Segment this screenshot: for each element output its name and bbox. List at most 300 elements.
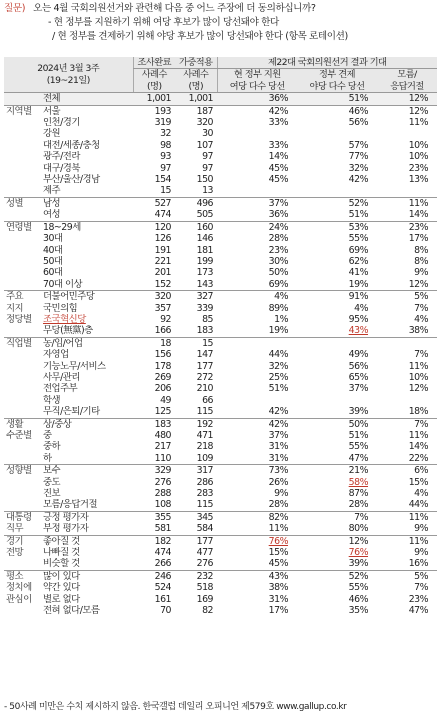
group-label xyxy=(4,140,41,151)
segment-label: 진보 xyxy=(43,488,61,500)
weighted-count: 150 xyxy=(196,174,214,186)
check-pct: 57% xyxy=(348,139,369,151)
col1-header: 현 정부 지원 여당 다수 당선 xyxy=(217,69,297,93)
sample-count: 266 xyxy=(154,558,172,570)
table-row xyxy=(4,140,437,151)
group-title-header: 제22대 국회의원선거 결과 기대 xyxy=(217,57,437,69)
sample-count: 70 xyxy=(160,605,172,617)
check-pct: 56% xyxy=(348,360,369,372)
segment-label: 약간 있다 xyxy=(43,582,80,594)
sample-count: 474 xyxy=(154,547,172,559)
unknown-pct: 10% xyxy=(408,139,429,151)
table-row xyxy=(4,197,437,209)
sample-count: 581 xyxy=(154,523,172,535)
unknown-pct: 15% xyxy=(408,476,429,488)
group-label xyxy=(4,383,41,394)
table-row xyxy=(4,303,437,314)
unknown-pct: 12% xyxy=(377,105,437,117)
unknown-pct: 12% xyxy=(408,383,429,395)
check-pct: 46% xyxy=(297,105,377,117)
unknown-pct: 4% xyxy=(414,313,429,325)
sample-count: 357 xyxy=(154,302,172,314)
support-pct: 17% xyxy=(268,605,289,617)
support-pct: 42% xyxy=(217,105,297,117)
segment-label: 중하 xyxy=(43,441,61,453)
sample-count: 217 xyxy=(154,441,172,453)
unknown-pct xyxy=(377,395,437,406)
group-label xyxy=(4,279,41,291)
support-pct: 33% xyxy=(268,117,289,129)
unknown-pct: 7% xyxy=(377,418,437,430)
segment-label: 하 xyxy=(43,452,52,464)
unknown-pct: 12% xyxy=(408,278,429,290)
table-row xyxy=(4,406,437,418)
table-row xyxy=(4,291,437,303)
segment-label: 상/중상 xyxy=(41,418,133,430)
unknown-pct: 9% xyxy=(414,523,429,535)
sample-count: 15 xyxy=(160,185,172,197)
unknown-pct: 44% xyxy=(408,499,429,511)
sample-count: 191 xyxy=(154,244,172,256)
weighted-count: 199 xyxy=(196,255,214,267)
segment-label: 광주/전라 xyxy=(43,151,80,163)
segment-label: 별로 없다 xyxy=(43,593,80,605)
group-label xyxy=(4,605,41,616)
weighted-count: 85 xyxy=(202,313,214,325)
support-pct xyxy=(217,337,297,349)
table-row xyxy=(4,570,437,582)
table-row xyxy=(4,256,437,267)
check-pct: 7% xyxy=(297,511,377,523)
weighted-count: 345 xyxy=(175,511,217,523)
unknown-pct: 38% xyxy=(408,325,429,337)
weighted-count: 97 xyxy=(202,162,214,174)
check-pct: 4% xyxy=(354,302,369,314)
group-label: 정당별 xyxy=(6,313,32,325)
check-pct: 43% xyxy=(348,325,369,337)
check-pct: 53% xyxy=(297,221,377,233)
weighted-count: 183 xyxy=(196,325,214,337)
segment-label: 대구/경북 xyxy=(43,162,80,174)
unknown-pct: 11% xyxy=(377,197,437,209)
table-row xyxy=(4,128,437,139)
sample-count: 92 xyxy=(160,313,172,325)
question-text: 오는 4월 국회의원선거와 관련해 다음 중 어느 주장에 더 동의하십니까? xyxy=(33,3,316,14)
support-pct: 45% xyxy=(268,558,289,570)
group-label xyxy=(4,325,41,337)
sample-count: 201 xyxy=(154,267,172,279)
support-pct: 31% xyxy=(268,593,289,605)
check-pct: 77% xyxy=(348,151,369,163)
unknown-pct: 47% xyxy=(408,605,429,617)
support-pct: 1% xyxy=(274,313,289,325)
table-row xyxy=(4,221,437,233)
question-option-2: / 현 정부를 견제하기 위해 야당 후보가 많이 당선돼야 한다 (항목 로테이션) xyxy=(52,31,348,42)
table-row xyxy=(4,314,437,325)
group-label xyxy=(4,163,41,174)
check-pct: 55% xyxy=(348,441,369,453)
group-label xyxy=(4,245,41,256)
weighted-count: 143 xyxy=(196,278,214,290)
unknown-pct: 7% xyxy=(414,582,429,594)
check-pct: 55% xyxy=(348,582,369,594)
sample-count: 110 xyxy=(154,452,172,464)
group-label xyxy=(4,93,41,105)
segment-label: 18~29세 xyxy=(41,221,133,233)
unknown-pct xyxy=(377,128,437,139)
sample-count: 93 xyxy=(160,151,172,163)
support-pct: 37% xyxy=(268,430,289,441)
segment-label: 대전/세종/충청 xyxy=(43,139,100,151)
unknown-pct: 23% xyxy=(408,593,429,605)
check-pct: 52% xyxy=(297,197,377,209)
table-row xyxy=(4,523,437,535)
segment-label: 긍정 평가자 xyxy=(41,511,133,523)
sample-count: 161 xyxy=(154,593,172,605)
segment-label: 조국혁신당 xyxy=(43,313,86,325)
support-pct: 43% xyxy=(217,570,297,582)
col2-header: 정부 견제 야당 다수 당선 xyxy=(297,69,377,93)
weighted-count: 327 xyxy=(175,291,217,303)
group-label xyxy=(4,267,41,278)
table-row xyxy=(4,582,437,593)
segment-label: 강원 xyxy=(43,128,61,140)
group-label xyxy=(4,256,41,267)
weighted-count: 109 xyxy=(196,452,214,464)
unknown-pct: 9% xyxy=(414,267,429,279)
weighted-header: 가중적용 xyxy=(175,57,217,69)
footer-note: - 50사례 미만은 수치 제시하지 않음. 한국갤럽 데일리 오피니언 제579호 www.gallup.co.kr xyxy=(4,702,347,712)
table-row-total xyxy=(4,93,437,105)
segment-label: 무직/은퇴/기타 xyxy=(43,406,100,418)
group-label: 대통령 xyxy=(4,511,41,523)
support-pct: 69% xyxy=(268,278,289,290)
support-pct: 42% xyxy=(217,418,297,430)
segment-label: 사무/관리 xyxy=(43,371,80,383)
segment-label: 전체 xyxy=(41,93,133,105)
group-label xyxy=(4,209,41,221)
sample-count: 524 xyxy=(154,582,172,594)
sample-count: 166 xyxy=(154,325,172,337)
group-label: 성별 xyxy=(4,197,41,209)
unknown-pct: 16% xyxy=(408,558,429,570)
unknown-pct: 14% xyxy=(408,209,429,221)
unknown-pct: 8% xyxy=(414,255,429,267)
group-label: 경기 xyxy=(4,535,41,547)
support-pct: 82% xyxy=(217,511,297,523)
unknown-pct: 7% xyxy=(414,349,429,361)
group-label xyxy=(4,185,41,197)
sample-count: 206 xyxy=(154,383,172,395)
group-label xyxy=(4,361,41,372)
weighted-count: 187 xyxy=(175,105,217,117)
unknown-pct: 8% xyxy=(414,244,429,256)
sample-count: 156 xyxy=(154,349,172,361)
table-row xyxy=(4,325,437,337)
sample-count: 120 xyxy=(133,221,175,233)
group-label: 정치에 xyxy=(6,582,32,594)
table-row xyxy=(4,117,437,128)
check-pct: 95% xyxy=(348,313,369,325)
support-pct: 45% xyxy=(268,162,289,174)
sample-count: 319 xyxy=(154,117,172,129)
unknown-pct: 5% xyxy=(377,570,437,582)
check-pct: 42% xyxy=(348,174,369,186)
unknown-pct: 5% xyxy=(377,291,437,303)
table-row xyxy=(4,361,437,372)
group-label: 직업별 xyxy=(4,337,41,349)
segment-label: 제주 xyxy=(43,185,61,197)
segment-label: 남성 xyxy=(41,197,133,209)
segment-label: 40대 xyxy=(43,244,63,256)
unknown-pct: 11% xyxy=(408,430,429,441)
check-pct: 87% xyxy=(348,488,369,500)
segment-label: 학생 xyxy=(43,394,61,406)
support-pct: 76% xyxy=(217,535,297,547)
segment-label: 중 xyxy=(43,430,52,441)
weighted-count: 232 xyxy=(175,570,217,582)
check-pct: 56% xyxy=(348,117,369,129)
table-row xyxy=(4,499,437,511)
support-pct xyxy=(217,185,297,197)
unknown-pct: 12% xyxy=(377,93,437,105)
segment-label: 비슷할 것 xyxy=(43,558,80,570)
group-label xyxy=(4,395,41,406)
table-row xyxy=(4,558,437,570)
group-label xyxy=(4,128,41,139)
group-label xyxy=(4,477,41,488)
segment-label: 여성 xyxy=(43,209,61,221)
segment-label: 부산/울산/경남 xyxy=(43,174,100,186)
sample-count: 320 xyxy=(133,291,175,303)
unknown-pct: 10% xyxy=(408,371,429,383)
segment-label: 60대 xyxy=(43,267,63,279)
segment-label: 모름/응답거절 xyxy=(43,499,97,511)
support-pct: 37% xyxy=(217,197,297,209)
check-pct: 41% xyxy=(348,267,369,279)
check-pct: 65% xyxy=(348,371,369,383)
sample-count: 527 xyxy=(133,197,175,209)
weighted-count: 584 xyxy=(196,523,214,535)
table-row xyxy=(4,418,437,430)
support-pct: 50% xyxy=(268,267,289,279)
table-row xyxy=(4,488,437,499)
sample-count: 246 xyxy=(133,570,175,582)
table-row xyxy=(4,605,437,616)
check-pct xyxy=(297,337,377,349)
weighted-count: 210 xyxy=(196,383,214,395)
unknown-pct: 17% xyxy=(408,233,429,245)
weighted-count: 147 xyxy=(196,349,214,361)
group-label xyxy=(4,233,41,244)
group-label: 지역별 xyxy=(4,105,41,117)
check-pct xyxy=(297,185,377,197)
weighted-count: 320 xyxy=(196,117,214,129)
support-pct xyxy=(217,128,297,139)
table-row xyxy=(4,395,437,406)
check-pct: 69% xyxy=(348,244,369,256)
segment-label: 50대 xyxy=(43,255,63,267)
segment-label: 보수 xyxy=(41,465,133,477)
weighted-count: 471 xyxy=(196,430,214,441)
segment-label: 많이 있다 xyxy=(41,570,133,582)
check-pct: 47% xyxy=(348,452,369,464)
question-option-1: - 현 정부를 지원하기 위해 여당 후보가 많이 당선돼야 한다 xyxy=(48,17,279,28)
weighted-count: 177 xyxy=(175,535,217,547)
table-row xyxy=(4,245,437,256)
sample-count: 276 xyxy=(154,476,172,488)
weighted-count: 181 xyxy=(196,244,214,256)
support-pct: 31% xyxy=(268,452,289,464)
check-pct xyxy=(297,128,377,139)
weighted-count: 82 xyxy=(202,605,214,617)
table-row xyxy=(4,594,437,605)
unknown-pct: 7% xyxy=(414,302,429,314)
check-pct: 50% xyxy=(297,418,377,430)
sample-header: 조사완료 xyxy=(133,57,175,69)
check-pct: 21% xyxy=(297,465,377,477)
weighted-count: 115 xyxy=(196,406,214,418)
support-pct: 32% xyxy=(268,360,289,372)
sample-count: 221 xyxy=(154,255,172,267)
question-label: 질문) xyxy=(4,3,26,14)
group-label xyxy=(4,174,41,185)
unknown-pct: 13% xyxy=(408,174,429,186)
sample-count: 178 xyxy=(154,360,172,372)
group-label xyxy=(4,558,41,570)
check-pct: 28% xyxy=(348,499,369,511)
weighted-count: 518 xyxy=(196,582,214,594)
unknown-pct: 11% xyxy=(377,511,437,523)
check-pct: 39% xyxy=(348,406,369,418)
check-pct: 32% xyxy=(348,162,369,174)
support-pct: 89% xyxy=(268,302,289,314)
check-pct: 35% xyxy=(348,605,369,617)
table-row xyxy=(4,163,437,174)
col3-header: 모름/ 응답거절 xyxy=(377,69,437,93)
sample-count: 329 xyxy=(133,465,175,477)
support-pct: 15% xyxy=(268,547,289,559)
group-label xyxy=(4,406,41,418)
support-pct: 25% xyxy=(268,371,289,383)
segment-label: 자영업 xyxy=(43,349,69,361)
group-label: 직무 xyxy=(6,523,24,535)
support-pct: 4% xyxy=(217,291,297,303)
unknown-pct: 23% xyxy=(408,162,429,174)
weighted-count: 317 xyxy=(175,465,217,477)
support-pct: 51% xyxy=(268,383,289,395)
table-row xyxy=(4,151,437,162)
group-label xyxy=(4,372,41,383)
group-label: 성향별 xyxy=(4,465,41,477)
check-pct: 58% xyxy=(348,476,369,488)
group-label: 지지 xyxy=(6,302,24,314)
table-row xyxy=(4,535,437,547)
weighted-count: 160 xyxy=(175,221,217,233)
support-pct: 36% xyxy=(268,209,289,221)
check-pct: 39% xyxy=(348,558,369,570)
support-pct: 45% xyxy=(268,174,289,186)
weighted-count: 218 xyxy=(196,441,214,453)
sample-count: 49 xyxy=(160,394,172,406)
support-pct: 44% xyxy=(268,349,289,361)
unknown-pct: 4% xyxy=(414,488,429,500)
weighted-count: 66 xyxy=(202,394,214,406)
group-label xyxy=(4,453,41,465)
group-label xyxy=(4,117,41,128)
unknown-pct: 10% xyxy=(408,151,429,163)
sample-count: 97 xyxy=(160,162,172,174)
sample-count: 480 xyxy=(154,430,172,441)
check-pct: 80% xyxy=(348,523,369,535)
check-pct xyxy=(297,395,377,406)
table-row xyxy=(4,279,437,291)
n-header-b: 사례수 (명) xyxy=(175,69,217,93)
segment-label: 나빠질 것 xyxy=(43,547,80,559)
group-label xyxy=(4,499,41,511)
weighted-count: 283 xyxy=(196,488,214,500)
segment-label: 좋아질 것 xyxy=(41,535,133,547)
unknown-pct xyxy=(377,337,437,349)
table-row xyxy=(4,383,437,394)
check-pct: 12% xyxy=(297,535,377,547)
table-row xyxy=(4,465,437,477)
segment-label: 기능노무/서비스 xyxy=(43,360,106,372)
support-pct: 36% xyxy=(217,93,297,105)
table-row xyxy=(4,441,437,452)
table-row xyxy=(4,453,437,465)
weighted-count: 192 xyxy=(175,418,217,430)
sample-count: 98 xyxy=(160,139,172,151)
support-pct: 19% xyxy=(268,325,289,337)
unknown-pct: 11% xyxy=(408,360,429,372)
support-pct: 9% xyxy=(274,488,289,500)
table-row xyxy=(4,209,437,221)
table-row xyxy=(4,337,437,349)
segment-label: 부정 평가자 xyxy=(43,523,89,535)
segment-label: 인천/경기 xyxy=(43,117,80,129)
results-table xyxy=(4,57,437,617)
sample-count: 355 xyxy=(133,511,175,523)
segment-label: 더불어민주당 xyxy=(41,291,133,303)
table-row xyxy=(4,233,437,244)
support-pct: 30% xyxy=(268,255,289,267)
check-pct: 55% xyxy=(348,233,369,245)
segment-label: 70대 이상 xyxy=(43,278,83,290)
segment-label: 중도 xyxy=(43,476,61,488)
unknown-pct: 18% xyxy=(408,406,429,418)
period-header: 2024년 3월 3주 (19~21일) xyxy=(4,57,133,93)
support-pct: 33% xyxy=(268,139,289,151)
sample-count: 154 xyxy=(154,174,172,186)
sample-count: 474 xyxy=(154,209,172,221)
weighted-count: 496 xyxy=(175,197,217,209)
unknown-pct: 6% xyxy=(377,465,437,477)
support-pct: 24% xyxy=(217,221,297,233)
table-row xyxy=(4,372,437,383)
sample-count: 288 xyxy=(154,488,172,500)
weighted-count: 276 xyxy=(196,558,214,570)
n-header-a: 사례수 (명) xyxy=(133,69,175,93)
segment-label: 전업주부 xyxy=(43,383,78,395)
sample-count: 152 xyxy=(154,278,172,290)
check-pct: 76% xyxy=(348,547,369,559)
support-pct: 31% xyxy=(268,441,289,453)
support-pct: 14% xyxy=(268,151,289,163)
check-pct: 37% xyxy=(348,383,369,395)
support-pct xyxy=(217,395,297,406)
table-row xyxy=(4,105,437,117)
